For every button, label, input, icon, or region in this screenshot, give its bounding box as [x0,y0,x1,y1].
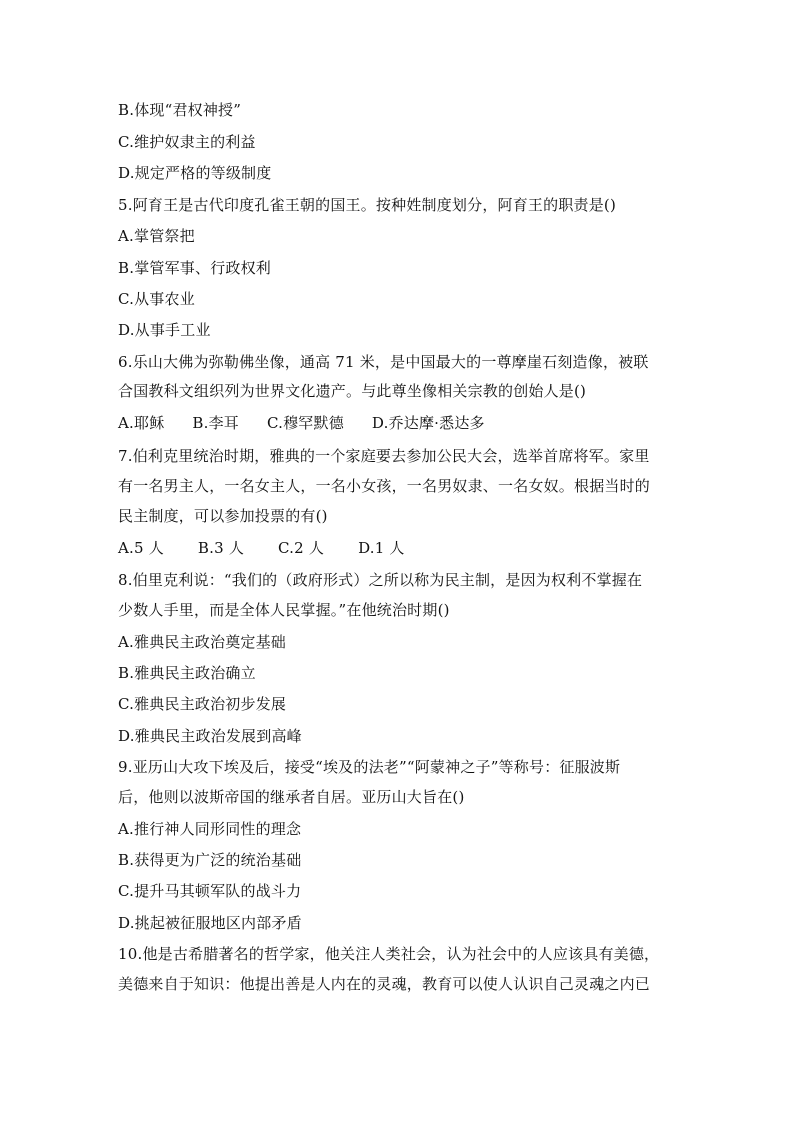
text-line: C.雅典民主政治初步发展 [118,695,287,713]
text-line: B.获得更为广泛的统治基础 [118,851,302,869]
text-line: 合国教科文组织列为世界文化遗产。与此尊坐像相关宗教的创始人是() [118,382,587,400]
text-line: B.体现“君权神授” [118,101,242,119]
question-7: 7.伯利克里统治时期，雅典的一个家庭要去参加公民大会，选举首席将军。家里 [118,447,650,465]
text-line: 民主制度，可以参加投票的有() [118,507,328,525]
q7-options [118,538,405,558]
text-line: D.雅典民主政治发展到高峰 [118,727,302,745]
text-line: C.从事农业 [118,290,195,308]
text-line: D.从事手工业 [118,321,211,339]
q6-option-b: B.李耳 [192,414,239,432]
text-line: A.雅典民主政治奠定基础 [118,633,287,651]
question-5: 5.阿育王是古代印度孔雀王朝的国王。按种姓制度划分，阿育王的职责是() [118,196,617,214]
text-line: D.规定严格的等级制度 [118,164,272,182]
q6-option-d: D.乔达摩·悉达多 [371,414,485,432]
q7-option-b: B.3 人 [197,539,245,557]
q7-option-c: C.2 人 [278,539,325,557]
q7-option-d: D.1 人 [358,539,405,557]
text-line: B.雅典民主政治确立 [118,664,256,682]
question-9: 9.亚历山大攻下埃及后，接受“埃及的法老”“阿蒙神之子”等称号：征服波斯 [118,758,621,776]
text-line: A.推行神人同形同性的理念 [118,820,302,838]
text-line: 少数人手里，而是全体人民掌握。”在他统治时期() [118,601,450,619]
text-line: A.掌管祭把 [118,227,195,245]
text-line: C.维护奴隶主的利益 [118,133,256,151]
text-line: 美德来自于知识：他提出善是人内在的灵魂，教育可以使人认识自己灵魂之内已 [118,975,651,993]
q6-option-a: A.耶稣 [118,414,165,432]
question-10: 10.他是古希腊著名的哲学家，他关注人类社会，认为社会中的人应该具有美德， [118,945,660,963]
q6-options [118,413,485,433]
text-line: D.挑起被征服地区内部矛盾 [118,914,302,932]
text-line: C.提升马其顿军队的战斗力 [118,882,302,900]
question-8: 8.伯里克利说：“我们的（政府形式）之所以称为民主制，是因为权利不掌握在 [118,571,643,589]
text-line: B.掌管军事、行政权利 [118,259,271,277]
text-line: 后，他则以波斯帝国的继承者自居。亚历山大旨在() [118,788,465,806]
text-line: 有一名男主人，一名女主人，一名小女孩，一名男奴隶、一名女奴。根据当时的 [118,477,651,495]
q7-option-a: A.5 人 [118,539,164,557]
question-6: 6.乐山大佛为弥勒佛坐像，通高 71 米，是中国最大的一尊摩崖石刻造像，被联 [118,353,649,371]
q6-option-c: C.穆罕默德 [267,414,344,432]
